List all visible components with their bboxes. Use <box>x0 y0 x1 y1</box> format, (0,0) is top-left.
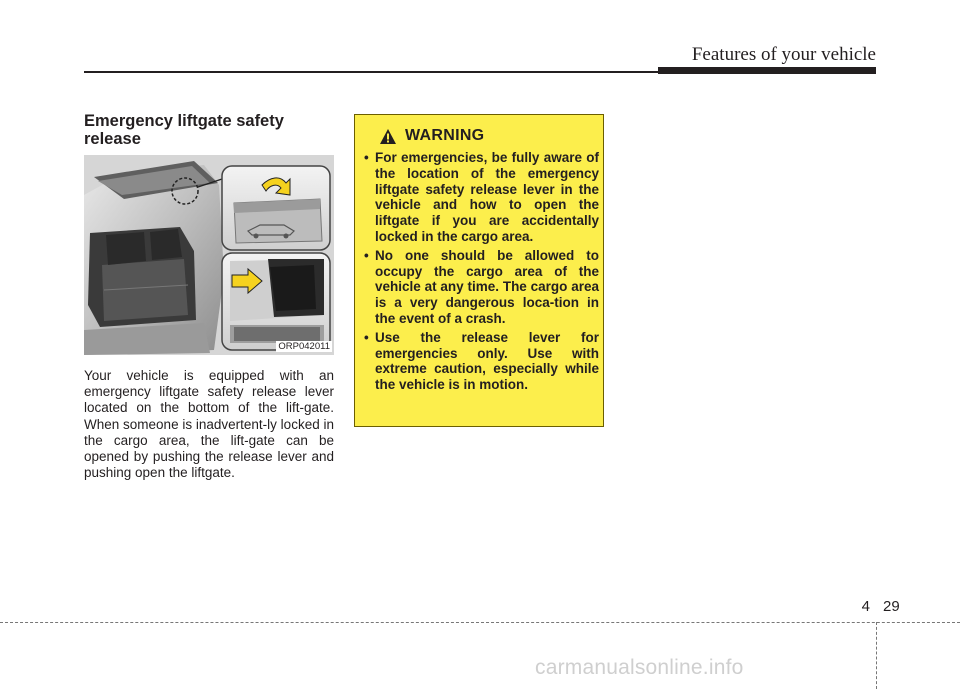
section-title: Emergency liftgate safety release <box>84 112 284 148</box>
bullet: • <box>364 329 369 345</box>
warning-title: WARNING <box>405 127 485 144</box>
warning-item <box>364 150 599 245</box>
page-chapter: 4 <box>861 598 870 615</box>
header-rule-thin <box>84 71 664 73</box>
warning-item <box>364 248 599 327</box>
body-paragraph: Your vehicle is equipped with an emergency liftgate safety release lever located on the bottom of the lift-gate. When someone is inadvertent-ly locked in the cargo area, the lift-gate can be opened by pushing the release lever and pushing open the liftgate. <box>84 368 334 481</box>
bullet: • <box>364 247 369 263</box>
warning-item <box>364 330 599 393</box>
warning-list <box>364 150 599 396</box>
liftgate-illustration <box>84 155 334 355</box>
watermark[interactable]: carmanualsonline.info <box>535 656 744 679</box>
header-title: Features of your vehicle <box>691 44 876 65</box>
page-number: 29 <box>883 598 900 615</box>
warning-item-text: For emergencies, be fully aware of the location of the emergency liftgate safety release lever in the vehicle and how to open the liftgate if you are accidentally locked in the cargo area. <box>375 150 599 244</box>
figure-code: ORP042011 <box>278 341 330 352</box>
footer-vertical-rule <box>876 622 877 689</box>
warning-triangle-icon <box>379 128 397 145</box>
bullet: • <box>364 150 369 165</box>
warning-header <box>379 125 484 147</box>
warning-item-text: Use the release lever for emergencies only. Use with extreme caution, especially while the vehicle is in motion. <box>375 329 599 393</box>
warning-box <box>354 114 604 427</box>
liftgate-figure <box>84 155 334 355</box>
warning-item-text: No one should be allowed to occupy the cargo area of the vehicle at any time. The cargo area is a very dangerous loca-tion in the event of a crash. <box>375 247 599 326</box>
header-rule-thick <box>658 67 876 74</box>
footer-rule <box>0 622 960 623</box>
